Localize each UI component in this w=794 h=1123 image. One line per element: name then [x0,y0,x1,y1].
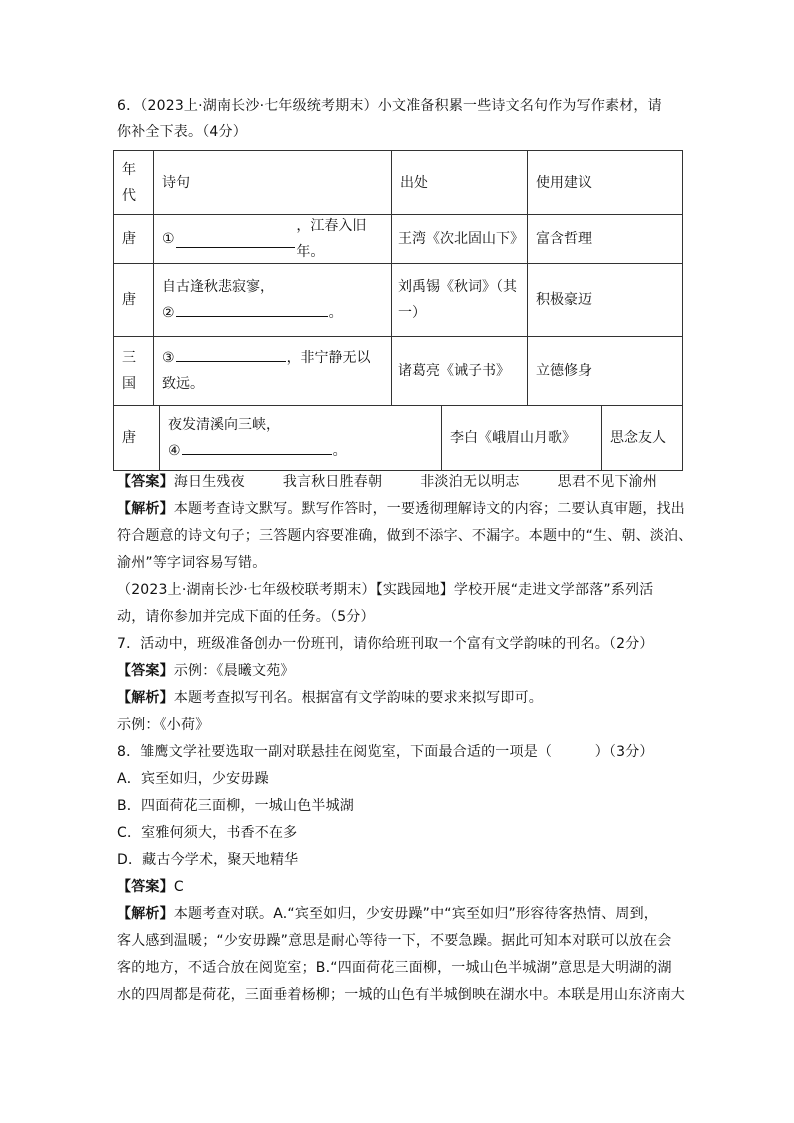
row4-era: 唐 [114,406,160,470]
row4-poem [160,406,442,470]
question-7: 7．活动中，班级准备创办一份班刊，请你给班刊取一个富有文学韵味的刊名。（2分） [117,636,654,652]
header-era-bottom: 代 [122,187,136,204]
explanation-6-line3: 渝州”等字词容易写错。 [117,555,267,571]
row4-source: 李白《峨眉山月歌》 [442,406,602,470]
answer-7 [117,661,295,681]
header-advice: 使用建议 [536,174,592,191]
section-intro-line2: 动，请你参加并完成下面的任务。（5分） [117,609,375,625]
row2-source-line1: 刘禹锡《秋词》（其 [398,279,517,295]
explanation-6-text1: 本题考查诗文默写。默写作答时，一要透彻理解诗文的内容；二要认真审题，找出 [173,501,686,517]
explanation-7-example: 示例：《小荷》 [117,717,210,733]
fill-blank-3 [176,345,286,362]
fill-blank-1 [176,231,296,248]
answer-7-text: 示例：《晨曦文苑》 [173,663,295,679]
table-header-row [113,150,683,215]
row2-poem [154,264,392,336]
row2-era: 唐 [114,264,154,336]
table-row [113,214,683,264]
answer-label: 【答案】 [117,879,174,895]
row2-source [392,264,528,336]
answer-6-4: 思君不见下渝州 [557,474,658,490]
header-era-top: 年 [122,161,136,178]
poem-table [113,150,683,471]
explanation-label: 【解析】 [117,501,174,517]
row4-advice: 思念友人 [610,430,666,446]
question-8: 8．雏鹰文学社要选取一副对联悬挂在阅览室，下面最合适的一项是（ ）（3分） [117,744,654,760]
fill-blank-4 [182,438,332,455]
explanation-label: 【解析】 [117,690,174,706]
row3-source: 诸葛亮《诫子书》 [392,337,528,405]
blank-number-2: ② [162,305,175,321]
row1-advice: 富含哲理 [536,231,592,247]
answer-6-2: 我言秋日胜春朝 [282,474,383,490]
explanation-8-text1: 本题考查对联。A.“宾至如归，少安毋躁”中“宾至如归”形容待客热情、周到， [173,906,659,922]
answer-8-text: C [173,879,184,895]
row1-poem [154,215,392,263]
row4-poem-line1: 夜发清溪向三峡， [168,417,280,433]
explanation-8-line2: 客人感到温暖；“少安毋躁”意思是耐心等待一下，不要急躁。据此可知本对联可以放在会 [117,933,672,949]
answer-label: 【答案】 [117,663,174,679]
option-d: D．藏古今学术，聚天地精华 [117,852,299,868]
row3-era [114,337,154,405]
blank-number-3: ③ [162,350,175,366]
row1-poem-after: ，江春入旧年。 [296,218,367,260]
row3-poem-after: ，非宁静无以 [286,350,371,366]
section-intro-line1: （2023上·湖南长沙·七年级校联考期末）【实践园地】学校开展“走进文学部落”系列活 [117,582,654,598]
table-row [113,336,683,406]
table-row [113,263,683,337]
row3-era-bottom: 国 [122,376,136,392]
explanation-8-line1 [117,904,658,924]
header-source: 出处 [392,151,528,214]
row4-poem-line2 [168,438,347,464]
blank-number-1: ① [162,231,175,247]
row2-poem-line2 [162,300,343,326]
header-poem: 诗句 [154,151,392,214]
row3-poem-line2: 致远。 [162,376,204,392]
answer-label: 【答案】 [117,474,174,490]
header-era [114,151,154,214]
option-a: A．宾至如归，少安毋躁 [117,771,269,787]
option-c: C．室雅何须大，书香不在多 [117,825,298,841]
table-row [113,405,683,471]
answer-6-1: 海日生残夜 [173,474,245,490]
row1-source: 王湾《次北固山下》 [392,215,528,263]
row4-poem-after: 。 [332,443,347,459]
answer-6 [117,472,657,492]
answer-8 [117,877,184,897]
fill-blank-2 [176,300,328,317]
row2-poem-after: 。 [328,305,343,321]
explanation-label: 【解析】 [117,906,174,922]
question-6-line2: 你补全下表。（4分） [117,124,247,140]
explanation-6-line2: 符合题意的诗文句子；三答题内容要准确，做到不添字、不漏字。本题中的“生、朝、淡泊、 [117,528,693,544]
explanation-7 [117,688,543,708]
option-b: B．四面荷花三面柳，一城山色半城湖 [117,798,355,814]
row2-advice: 积极豪迈 [536,292,592,308]
explanation-8-line3: 客的地方，不适合放在阅览室；B.“四面荷花三面柳，一城山色半城湖”意思是大明湖的湖 [117,960,672,976]
explanation-8-line4: 水的四周都是荷花，三面垂着杨柳；一城的山色有半城倒映在湖水中。本联是用山东济南大 [117,987,685,1003]
explanation-6-line1 [117,499,685,519]
row3-era-top: 三 [122,350,136,366]
row3-advice: 立德修身 [536,363,592,379]
row3-poem [154,337,392,405]
row2-poem-line1: 自古逢秋悲寂寥， [162,279,274,295]
question-6-line1: 6．（2023上·湖南长沙·七年级统考期末）小文准备积累一些诗文名句作为写作素材，请 [117,98,662,114]
row3-poem-line1 [162,345,371,371]
explanation-7-text: 本题考查拟写刊名。根据富有文学韵味的要求来拟写即可。 [173,690,544,706]
row1-era: 唐 [114,215,154,263]
blank-number-4: ④ [168,443,181,459]
answer-6-3: 非淡泊无以明志 [420,474,520,490]
row2-source-line2: 一） [398,305,426,321]
